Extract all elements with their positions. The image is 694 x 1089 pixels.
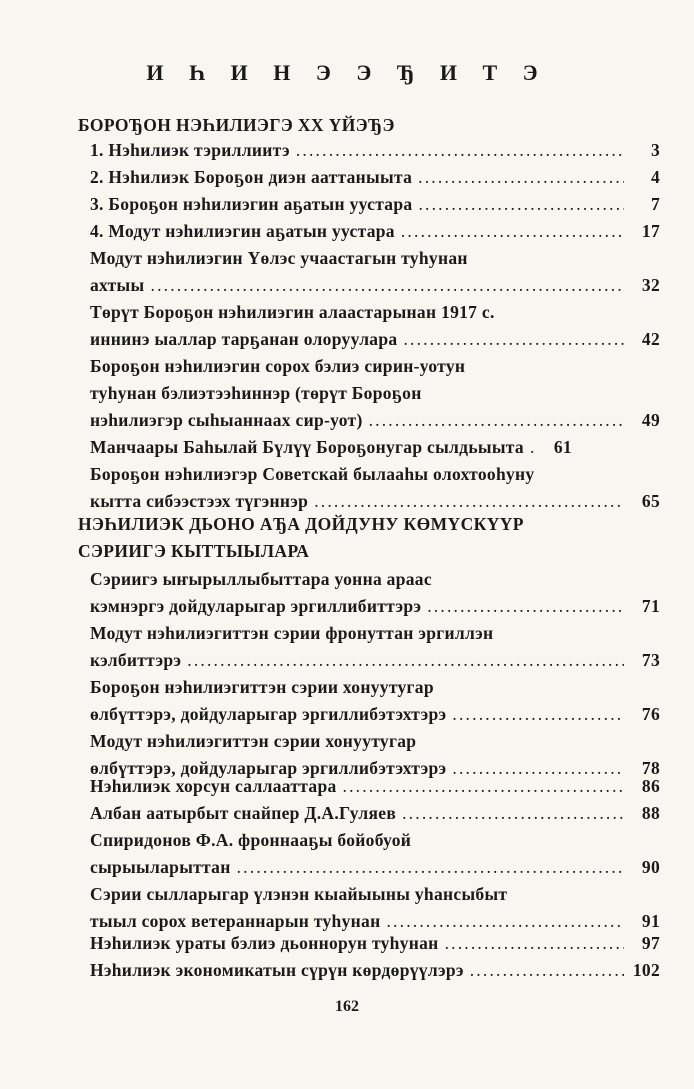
dot-leader [403, 326, 624, 353]
toc-entry [90, 299, 660, 353]
dot-leader [151, 272, 625, 299]
entry-text: 4. Модут нэһилиэгин аҕатын уустара [90, 221, 395, 241]
entry-text: 1. Нэһилиэк тэриллиитэ [90, 140, 290, 160]
dot-leader [343, 773, 624, 800]
dot-leader [187, 647, 624, 674]
dot-leader [296, 137, 624, 164]
entry-text: Сэриигэ ыҥырыллыбыттара уонна араас [90, 569, 432, 589]
entry-text: Модут нэһилиэгиттэн сэрии хонуутугар [90, 731, 417, 751]
section-heading: БОРОЂОН НЭҺИЛИЭГЭ ХХ ҮЙЭЂЭ [78, 115, 395, 135]
dot-leader [530, 434, 536, 461]
dot-leader [237, 854, 624, 881]
entry-page: 49 [641, 410, 660, 430]
entry-text: нэһилиэгэр сыһыаннаах сир-уот) [90, 410, 363, 430]
toc-entry [90, 191, 660, 218]
dot-leader [402, 800, 624, 827]
entry-text: ахтыы [90, 275, 145, 295]
entry-text: өлбүттэрэ, дойдуларыгар эргиллибэтэхтэрэ [90, 758, 447, 778]
entry-text: Нэһилиэк экономикатын сүрүн көрдөрүүлэрэ [90, 960, 464, 980]
entry-text: Нэһилиэк ураты бэлиэ дьоннорун туһунан [90, 933, 439, 953]
entry-text: туһунан бэлиэтээһиннэр (төрүт Бороҕон [90, 383, 422, 403]
toc-entry [90, 957, 660, 984]
entry-text: Бороҕон нэһилиэгиттэн сэрии хонуутугар [90, 677, 434, 697]
entry-text: Албан аатырбыт снайпер Д.А.Гуляев [90, 803, 397, 823]
entry-page: 61 [553, 437, 572, 457]
dot-leader [418, 164, 624, 191]
entry-text: Бороҕон нэһилиэгин сорох бэлиэ сирин-уотун [90, 356, 466, 376]
toc-entry [90, 773, 660, 800]
dot-leader [418, 191, 624, 218]
toc-entry [90, 827, 660, 881]
entry-page: 102 [632, 960, 660, 980]
toc-entry [90, 434, 660, 461]
toc-entry [90, 218, 660, 245]
page-number: 162 [335, 998, 359, 1015]
entry-text: 2. Нэһилиэк Бороҕон диэн ааттаныыта [90, 167, 413, 187]
dot-leader [470, 957, 624, 984]
entry-text: кытта сибээстээх түгэннэр [90, 491, 309, 511]
entry-text: өлбүттэрэ, дойдуларыгар эргиллибэтэхтэрэ [90, 704, 447, 724]
entry-page: 3 [650, 140, 660, 160]
entry-page: 71 [641, 596, 660, 616]
entry-text: кэмнэргэ дойдуларыгар эргиллибиттэрэ [90, 596, 422, 616]
entry-page: 97 [641, 933, 660, 953]
toc-entry [90, 800, 660, 827]
dot-leader [452, 701, 624, 728]
entry-page: 76 [641, 704, 660, 724]
entry-page: 91 [641, 911, 660, 931]
entry-page: 7 [650, 194, 660, 214]
toc-entry [90, 461, 660, 515]
dot-leader [314, 488, 624, 515]
page-title: И Һ И Н Э Э Ђ И Т Э [146, 60, 548, 85]
entry-text: Бороҕон нэһилиэгэр Советскай былааһы олохтооһуну [90, 464, 535, 484]
entry-page: 4 [650, 167, 660, 187]
section-heading: СЭРИИГЭ КЫТТЫЫЛАРА [78, 541, 310, 561]
entry-page: 17 [641, 221, 660, 241]
dot-leader [445, 930, 624, 957]
dot-leader [427, 593, 624, 620]
toc-entry [90, 137, 660, 164]
entry-text: Манчаары Баһылай Бүлүү Бороҕонугар сылдьыыта [90, 437, 524, 457]
entry-text: сырыыларыттан [90, 857, 231, 877]
toc-entry [90, 353, 660, 434]
entry-text: Модут нэһилиэгиттэн сэрии фронуттан эргиллэн [90, 623, 494, 643]
entry-page: 32 [641, 275, 660, 295]
toc-entry [90, 164, 660, 191]
entry-text: кэлбиттэрэ [90, 650, 182, 670]
entry-page: 86 [641, 776, 660, 796]
entry-page: 65 [641, 491, 660, 511]
entry-text: Модут нэһилиэгин Үөлэс учаастагын туһунан [90, 248, 468, 268]
entry-text: Төрүт Бороҕон нэһилиэгин алаастарынан 1917 с. [90, 302, 495, 322]
entry-text: Нэһилиэк хорсун саллааттара [90, 776, 337, 796]
entry-page: 90 [641, 857, 660, 877]
toc-entry [90, 245, 660, 299]
entry-page: 78 [641, 758, 660, 778]
entry-text: 3. Бороҕон нэһилиэгин аҕатын уустара [90, 194, 413, 214]
section-heading: НЭҺИЛИЭК ДЬОНО АЂА ДОЙДУНУ КӨМҮСКҮҮР [78, 514, 524, 534]
toc-entry [90, 674, 660, 728]
toc-entry [90, 620, 660, 674]
entry-text: Сэрии сылларыгар үлэнэн кыайыыны уһансыбыт [90, 884, 508, 904]
entry-text: Спиридонов Ф.А. фроннааҕы бойобуой [90, 830, 412, 850]
entry-page: 73 [641, 650, 660, 670]
toc-entry [90, 930, 660, 957]
toc-entry [90, 881, 660, 935]
entry-text: иннинэ ыаллар тарҕанан олоруулара [90, 329, 398, 349]
entry-text: тыыл сорох ветераннарын туһунан [90, 911, 381, 931]
toc-entry [90, 566, 660, 620]
dot-leader [369, 407, 624, 434]
entry-page: 42 [641, 329, 660, 349]
entry-page: 88 [641, 803, 660, 823]
dot-leader [401, 218, 624, 245]
